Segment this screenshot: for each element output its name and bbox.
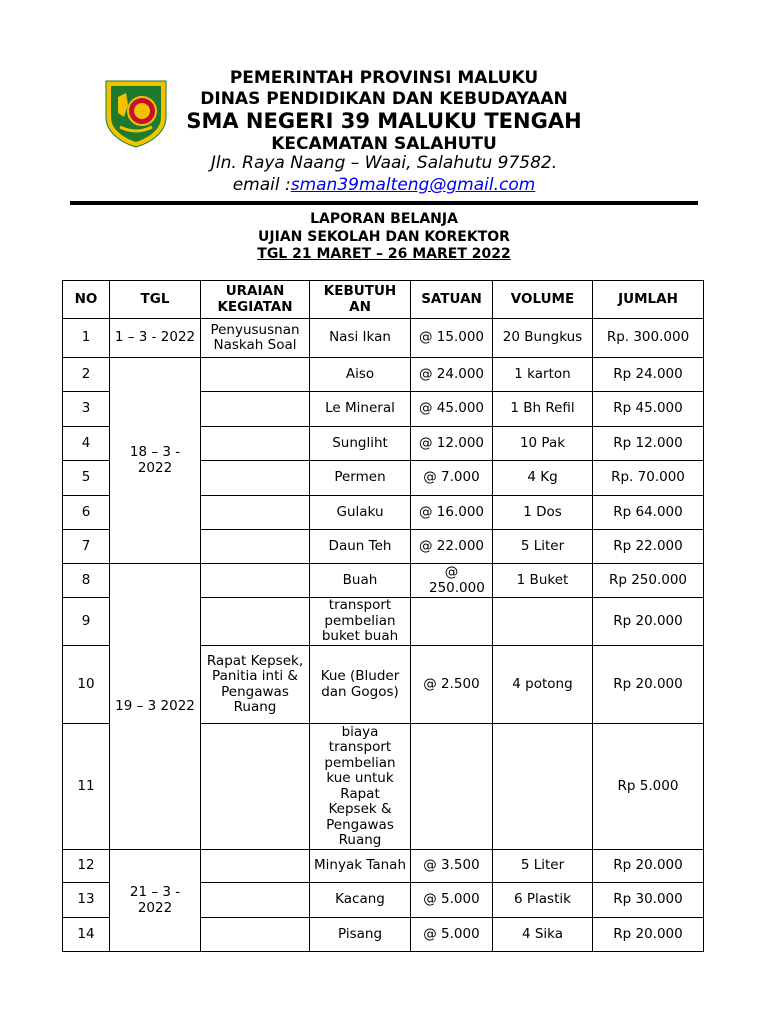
cell-item: Nasi Ikan bbox=[310, 319, 411, 358]
report-date-range: TGL 21 MARET – 26 MARET 2022 bbox=[257, 246, 511, 262]
cell-item: biaya transport pembelian kue untuk Rapat Kepsek & Pengawas Ruang bbox=[310, 724, 411, 850]
cell-item: transport pembelian buket buah bbox=[310, 598, 411, 646]
cell-item: Gulaku bbox=[310, 496, 411, 530]
header-district: KECAMATAN SALAHUTU bbox=[271, 134, 497, 154]
cell-volume: 4 Kg bbox=[493, 461, 593, 496]
header-kebutuhan: KEBUTUH AN bbox=[310, 281, 411, 319]
cell-activity bbox=[201, 564, 310, 598]
cell-item: Minyak Tanah bbox=[310, 850, 411, 883]
cell-total: Rp 20.000 bbox=[593, 850, 704, 883]
table-row bbox=[63, 564, 704, 598]
cell-no: 1 bbox=[63, 319, 110, 358]
cell-unit-price: @ 45.000 bbox=[411, 392, 493, 427]
cell-no: 10 bbox=[63, 646, 110, 724]
cell-volume: 1 Dos bbox=[493, 496, 593, 530]
cell-no: 8 bbox=[63, 564, 110, 598]
cell-activity bbox=[201, 530, 310, 564]
cell-total: Rp 20.000 bbox=[593, 646, 704, 724]
cell-total: Rp 20.000 bbox=[593, 598, 704, 646]
cell-item: Permen bbox=[310, 461, 411, 496]
report-subtitle: UJIAN SEKOLAH DAN KOREKTOR bbox=[258, 229, 510, 245]
cell-activity bbox=[201, 598, 310, 646]
cell-total: Rp. 70.000 bbox=[593, 461, 704, 496]
cell-volume: 1 Bh Refil bbox=[493, 392, 593, 427]
cell-volume bbox=[493, 724, 593, 850]
cell-item: Daun Teh bbox=[310, 530, 411, 564]
cell-unit-price: @ 15.000 bbox=[411, 319, 493, 358]
cell-unit-price: @ 5.000 bbox=[411, 918, 493, 952]
cell-item: Le Mineral bbox=[310, 392, 411, 427]
cell-unit-price: @ 16.000 bbox=[411, 496, 493, 530]
cell-volume: 6 Plastik bbox=[493, 883, 593, 918]
cell-item: Kue (Bluder dan Gogos) bbox=[310, 646, 411, 724]
email-link[interactable]: sman39malteng@gmail.com bbox=[290, 175, 536, 195]
cell-total: Rp 5.000 bbox=[593, 724, 704, 850]
cell-volume bbox=[493, 598, 593, 646]
cell-date: 19 – 3 2022 bbox=[110, 564, 201, 850]
header-line-department: DINAS PENDIDIKAN DAN KEBUDAYAAN bbox=[200, 89, 568, 109]
cell-activity bbox=[201, 918, 310, 952]
cell-activity bbox=[201, 358, 310, 392]
cell-volume: 1 karton bbox=[493, 358, 593, 392]
cell-unit-price bbox=[411, 724, 493, 850]
cell-unit-price: @ 5.000 bbox=[411, 883, 493, 918]
cell-activity bbox=[201, 850, 310, 883]
cell-unit-price: @ 7.000 bbox=[411, 461, 493, 496]
header-tgl: TGL bbox=[110, 281, 201, 319]
header-school-name: SMA NEGERI 39 MALUKU TENGAH bbox=[186, 109, 582, 133]
expense-table bbox=[62, 280, 704, 952]
cell-no: 6 bbox=[63, 496, 110, 530]
cell-no: 3 bbox=[63, 392, 110, 427]
cell-total: Rp 250.000 bbox=[593, 564, 704, 598]
cell-activity: Penyususnan Naskah Soal bbox=[201, 319, 310, 358]
cell-total: Rp 30.000 bbox=[593, 883, 704, 918]
cell-no: 12 bbox=[63, 850, 110, 883]
cell-total: Rp 22.000 bbox=[593, 530, 704, 564]
cell-total: Rp. 300.000 bbox=[593, 319, 704, 358]
cell-item: Kacang bbox=[310, 883, 411, 918]
cell-total: Rp 45.000 bbox=[593, 392, 704, 427]
cell-activity bbox=[201, 392, 310, 427]
table-header-row bbox=[63, 281, 704, 319]
header-line-province: PEMERINTAH PROVINSI MALUKU bbox=[229, 68, 539, 88]
cell-no: 11 bbox=[63, 724, 110, 850]
report-title: LAPORAN BELANJA bbox=[310, 211, 458, 227]
cell-volume: 4 potong bbox=[493, 646, 593, 724]
cell-unit-price: @ 250.000 bbox=[411, 564, 493, 598]
cell-activity bbox=[201, 496, 310, 530]
cell-no: 14 bbox=[63, 918, 110, 952]
cell-total: Rp 64.000 bbox=[593, 496, 704, 530]
cell-volume: 4 Sika bbox=[493, 918, 593, 952]
cell-unit-price: @ 24.000 bbox=[411, 358, 493, 392]
header-email-line bbox=[150, 175, 618, 195]
table-row bbox=[63, 319, 704, 358]
cell-date: 21 – 3 - 2022 bbox=[110, 850, 201, 952]
cell-total: Rp 12.000 bbox=[593, 427, 704, 461]
cell-date: 1 – 3 - 2022 bbox=[110, 319, 201, 358]
cell-no: 5 bbox=[63, 461, 110, 496]
cell-activity bbox=[201, 427, 310, 461]
cell-activity bbox=[201, 724, 310, 850]
cell-date: 18 – 3 - 2022 bbox=[110, 358, 201, 564]
header-address: Jln. Raya Naang – Waai, Salahutu 97582. bbox=[210, 153, 558, 173]
email-prefix: email : bbox=[232, 175, 291, 195]
cell-activity: Rapat Kepsek, Panitia inti & Pengawas Ruang bbox=[201, 646, 310, 724]
cell-volume: 10 Pak bbox=[493, 427, 593, 461]
cell-volume: 20 Bungkus bbox=[493, 319, 593, 358]
cell-no: 7 bbox=[63, 530, 110, 564]
cell-activity bbox=[201, 461, 310, 496]
cell-volume: 5 Liter bbox=[493, 850, 593, 883]
cell-volume: 1 Buket bbox=[493, 564, 593, 598]
cell-item: Buah bbox=[310, 564, 411, 598]
cell-unit-price: @ 3.500 bbox=[411, 850, 493, 883]
cell-total: Rp 24.000 bbox=[593, 358, 704, 392]
header-uraian-kegiatan: URAIAN KEGIATAN bbox=[201, 281, 310, 319]
cell-unit-price bbox=[411, 598, 493, 646]
table-row bbox=[63, 358, 704, 392]
cell-unit-price: @ 2.500 bbox=[411, 646, 493, 724]
cell-item: Sungliht bbox=[310, 427, 411, 461]
table-row bbox=[63, 850, 704, 883]
header-divider bbox=[70, 201, 698, 205]
cell-unit-price: @ 12.000 bbox=[411, 427, 493, 461]
cell-no: 4 bbox=[63, 427, 110, 461]
cell-item: Aiso bbox=[310, 358, 411, 392]
header-satuan: SATUAN bbox=[411, 281, 493, 319]
cell-no: 9 bbox=[63, 598, 110, 646]
cell-total: Rp 20.000 bbox=[593, 918, 704, 952]
header-no: NO bbox=[63, 281, 110, 319]
header-jumlah: JUMLAH bbox=[593, 281, 704, 319]
cell-unit-price: @ 22.000 bbox=[411, 530, 493, 564]
header-volume: VOLUME bbox=[493, 281, 593, 319]
cell-item: Pisang bbox=[310, 918, 411, 952]
cell-activity bbox=[201, 883, 310, 918]
cell-no: 13 bbox=[63, 883, 110, 918]
cell-no: 2 bbox=[63, 358, 110, 392]
cell-volume: 5 Liter bbox=[493, 530, 593, 564]
